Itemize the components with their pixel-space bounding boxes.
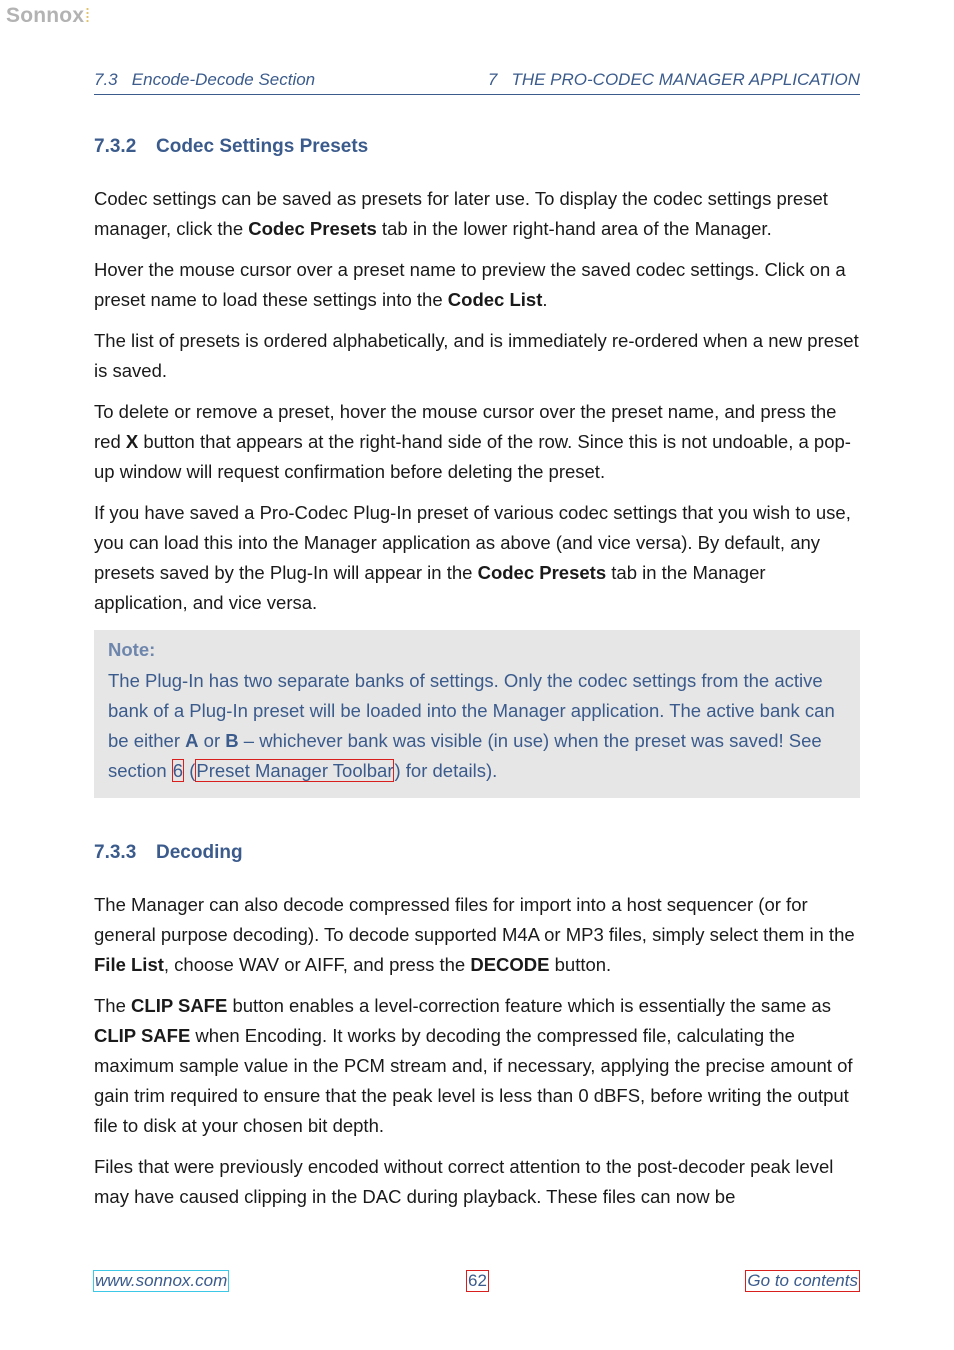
text-run: button. bbox=[549, 954, 612, 975]
section-number: 7.3.2 bbox=[94, 136, 137, 157]
bold-term: X bbox=[125, 431, 139, 452]
go-to-contents-link[interactable]: Go to contents bbox=[747, 1271, 858, 1290]
section-heading-7-3-3 bbox=[94, 836, 860, 870]
website-link[interactable]: www.sonnox.com bbox=[95, 1271, 228, 1290]
text-run: button that appears at the right-hand side of the row. Since this is not undoable, a pop-up window will request confirmation before deleting the preset. bbox=[94, 431, 851, 482]
paragraph-plugin-presets bbox=[94, 498, 860, 618]
note-title: Note: bbox=[108, 639, 156, 660]
text-run: The Manager can also decode compressed files for import into a host sequencer (or for general purpose decoding). To decode supported M4A or MP3 files, simply select them in the bbox=[94, 894, 855, 945]
page-content bbox=[94, 130, 860, 1223]
text-run: Hover the mouse cursor over a preset name to preview the saved codec settings. Click on a preset name to load these settings into the bbox=[94, 259, 846, 310]
paragraph-hover-preview bbox=[94, 255, 860, 315]
text-run: The Plug-In has two separate banks of settings. Only the codec settings from the active bank of a Plug-In preset will be loaded into the Manager application. The active bank can be either bbox=[108, 670, 835, 751]
bold-term: CLIP SAFE bbox=[94, 1025, 191, 1046]
bold-term: Codec Presets bbox=[248, 218, 377, 239]
header-section-label: 7.3 Encode-Decode Section bbox=[94, 70, 316, 89]
bold-term: B bbox=[225, 730, 239, 751]
section-number: 7.3.3 bbox=[94, 842, 137, 863]
bold-term: Codec Presets bbox=[477, 562, 607, 583]
paragraph-ordering: The list of presets is ordered alphabetically, and is immediately re-ordered when a new preset is saved. bbox=[94, 330, 859, 381]
section-title: Codec Settings Presets bbox=[156, 136, 369, 157]
preset-manager-toolbar-link[interactable]: Preset Manager Toolbar bbox=[196, 760, 394, 781]
paragraph-clipping-files: Files that were previously encoded without correct attention to the post-decoder peak level may have caused clipping in the DAC during playback. These files can now be bbox=[94, 1156, 834, 1207]
text-run: button enables a level-correction feature which is essentially the same as bbox=[227, 995, 831, 1016]
sonnox-logo bbox=[6, 4, 89, 28]
paragraph-decoding-intro bbox=[94, 890, 860, 980]
text-run: – whichever bank was visible (in use) when the preset was saved! See section bbox=[108, 730, 822, 781]
running-header bbox=[94, 70, 860, 95]
text-run: tab in the lower right-hand area of the Manager. bbox=[376, 218, 772, 239]
text-run: when Encoding. It works by decoding the compressed file, calculating the maximum sample value in the PCM stream and, if necessary, applying the precise amount of gain trim required to ensure that the peak level is less than 0 dBFS, before writing the output file to disk at your chosen bit depth. bbox=[94, 1025, 853, 1136]
paragraph-delete-preset bbox=[94, 397, 860, 487]
bold-term: File List bbox=[94, 954, 164, 975]
text-run: ) for details). bbox=[394, 760, 498, 781]
note-box bbox=[94, 630, 860, 798]
text-run: ( bbox=[184, 760, 196, 781]
text-run: If you have saved a Pro-Codec Plug-In preset of various codec settings that you wish to use, you can load this into the Manager application as above (and vice versa). By default, any presets saved by the Plug-In will appear in the bbox=[94, 502, 851, 583]
bold-term: Codec List bbox=[447, 289, 543, 310]
logo-dots-icon bbox=[86, 7, 89, 23]
text-run: . bbox=[542, 289, 548, 310]
text-run: The bbox=[94, 995, 132, 1016]
text-run: To delete or remove a preset, hover the mouse cursor over the preset name, and press the red bbox=[94, 401, 837, 452]
text-run: , choose WAV or AIFF, and press the bbox=[163, 954, 471, 975]
section-number-link[interactable]: 6 bbox=[172, 760, 184, 781]
header-chapter-label: 7 THE PRO-CODEC MANAGER APPLICATION bbox=[487, 70, 860, 89]
bold-term: CLIP SAFE bbox=[131, 995, 228, 1016]
paragraph-clip-safe bbox=[94, 991, 860, 1141]
section-heading-7-3-2 bbox=[94, 130, 860, 164]
paragraph-presets-intro bbox=[94, 184, 860, 244]
logo-text: Sonnox bbox=[6, 4, 85, 27]
page-number-link[interactable]: 62 bbox=[468, 1271, 487, 1290]
bold-term: DECODE bbox=[470, 954, 550, 975]
note-body bbox=[108, 666, 846, 786]
section-title: Decoding bbox=[156, 842, 243, 863]
bold-term: A bbox=[185, 730, 199, 751]
text-run: tab in the Manager application, and vice versa. bbox=[94, 562, 766, 613]
text-run: Codec settings can be saved as presets for later use. To display the codec settings preset manager, click the bbox=[94, 188, 828, 239]
text-run: or bbox=[198, 730, 226, 751]
